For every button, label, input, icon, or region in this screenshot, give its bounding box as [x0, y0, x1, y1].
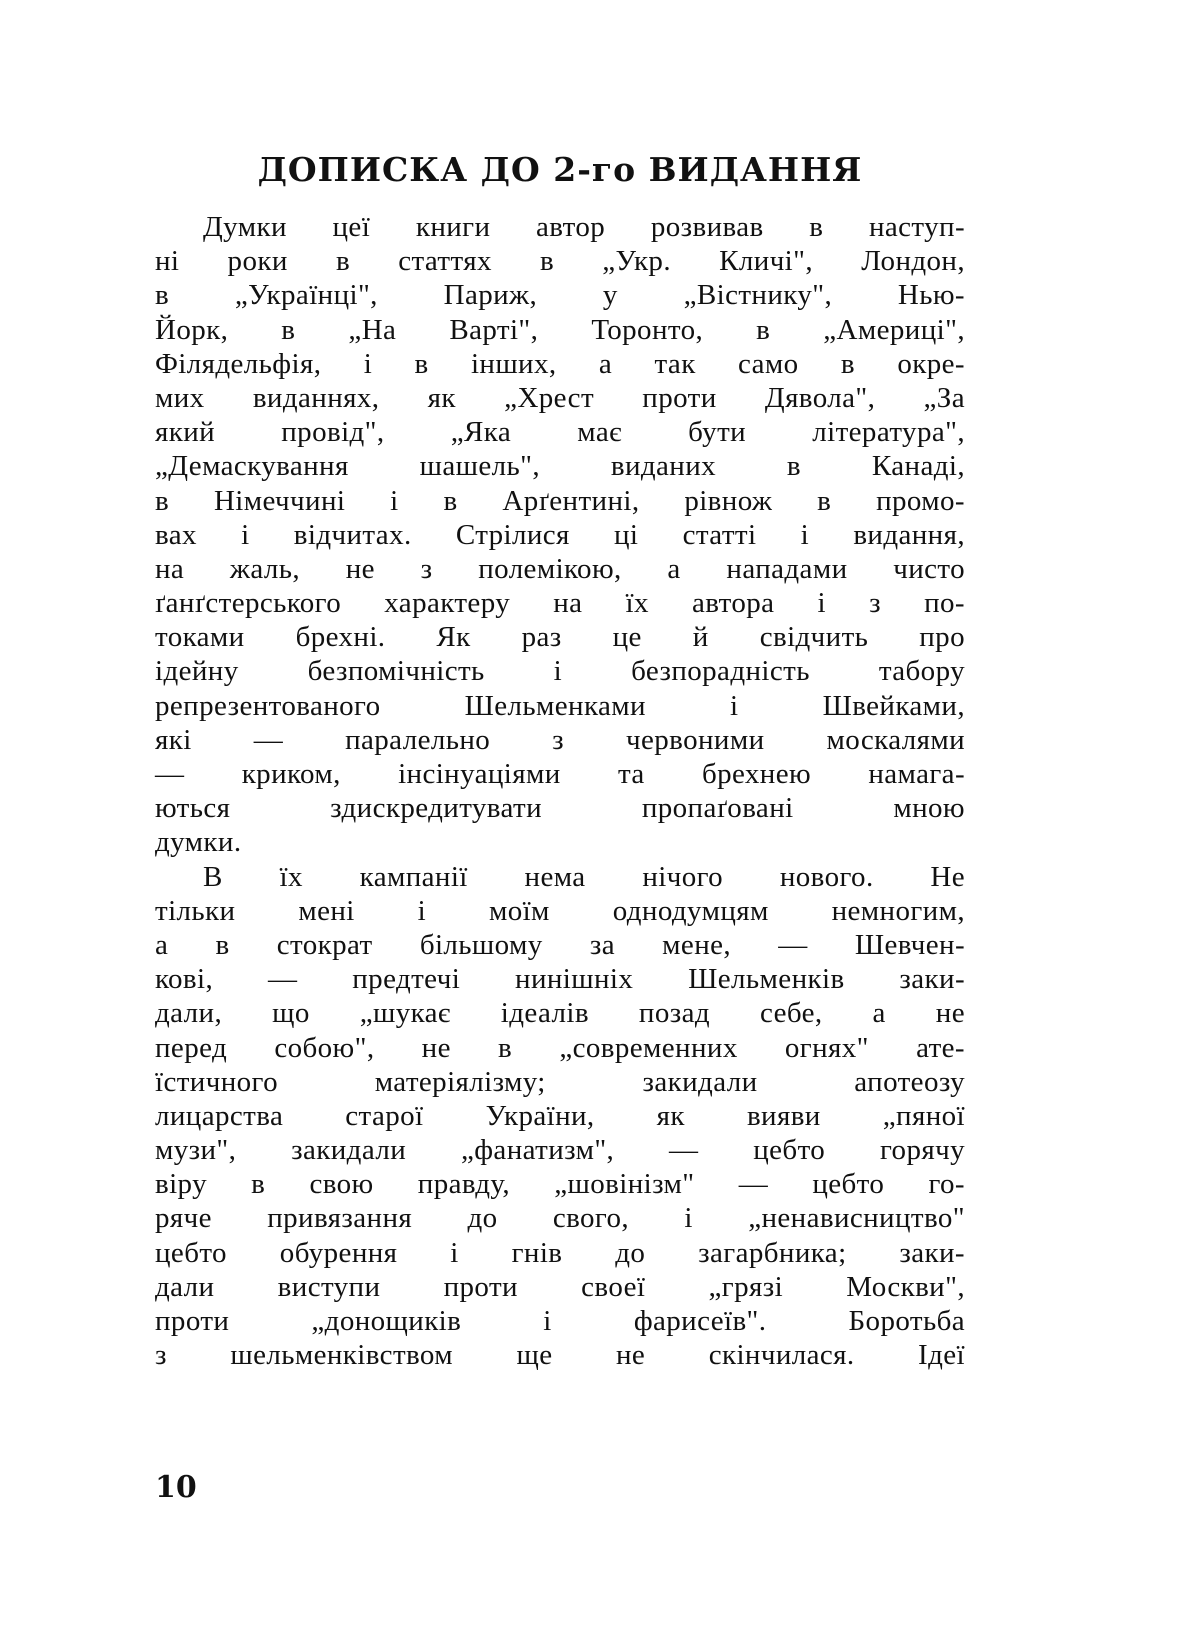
text-line: в Німеччині і в Арґентині, рівнож в промо- — [155, 484, 965, 517]
text-line: їстичного матеріялізму; закидали апотеозу — [155, 1065, 965, 1098]
text-line: ні роки в статтях в „Укр. Кличі", Лондон, — [155, 245, 965, 278]
text-line: „Демаскування шашель", виданих в Канаді, — [155, 450, 965, 483]
text-line: а в стократ більшому за мене, — Шевчен- — [155, 928, 965, 961]
text-line: музи", закидали „фанатизм", — цебто горячу — [155, 1134, 965, 1167]
text-line: з шельменківством ще не скінчилася. Ідеї — [155, 1339, 965, 1372]
text-line: в „Українці", Париж, у „Вістнику", Нью- — [155, 279, 965, 312]
text-line: вах і відчитах. Стрілися ці статті і видання, — [155, 518, 965, 551]
text-line: Філядельфія, і в інших, а так само в окре- — [155, 347, 965, 380]
text-line: на жаль, не з полемікою, а нападами чисто — [155, 552, 965, 585]
text-line: ідейну безпомічність і безпорадність табору — [155, 655, 965, 688]
text-line: цебто обурення і гнів до загарбника; заки- — [155, 1236, 965, 1269]
text-line: репрезентованого Шельменками і Швейками, — [155, 689, 965, 722]
text-line: дали виступи проти своеї „грязі Москви", — [155, 1270, 965, 1303]
text-line: — криком, інсінуаціями та брехнею намага- — [155, 758, 965, 790]
text-line: ґанґстерського характеру на їх автора і з по- — [155, 587, 965, 620]
text-line: В їх кампанії нема нічого нового. Не — [203, 860, 965, 893]
paragraph-1 — [155, 210, 965, 860]
text-line: проти „донощиків і фарисеїв". Боротьба — [155, 1305, 965, 1337]
text-line: перед собою", не в „современних огнях" ате- — [155, 1031, 965, 1064]
text-line: мих виданнях, як „Хрест проти Дявола", „За — [155, 381, 965, 414]
text-line: тільки мені і моїм однодумцям немногим, — [155, 894, 965, 927]
body-text — [155, 210, 965, 1372]
text-line: які — паралельно з червоними москалями — [155, 723, 965, 756]
text-line: токами брехні. Як раз це й свідчить про — [155, 621, 965, 654]
page-number: 10 — [155, 1470, 197, 1505]
section-title: ДОПИСКА ДО 2-го ВИДАННЯ — [257, 150, 863, 189]
text-line: Йорк, в „На Варті", Торонто, в „Америці", — [155, 313, 965, 346]
text-line: лицарства старої України, як вияви „пяної — [155, 1099, 965, 1132]
text-line: віру в свою правду, „шовінізм" — цебто го- — [155, 1168, 965, 1201]
paragraph-2 — [155, 860, 965, 1373]
text-line: Думки цеї книги автор розвивав в наступ- — [203, 211, 965, 243]
text-line: думки. — [155, 826, 242, 859]
text-line: кові, — предтечі нинішніх Шельменків заки- — [155, 963, 965, 996]
text-line: який провід", „Яка має бути література", — [155, 416, 965, 449]
text-line: ряче привязання до свого, і „ненависництво" — [155, 1202, 965, 1235]
text-line: ються здискредитувати пропаґовані мною — [155, 792, 965, 825]
text-line: дали, що „шукає ідеалів позад себе, а не — [155, 997, 965, 1030]
